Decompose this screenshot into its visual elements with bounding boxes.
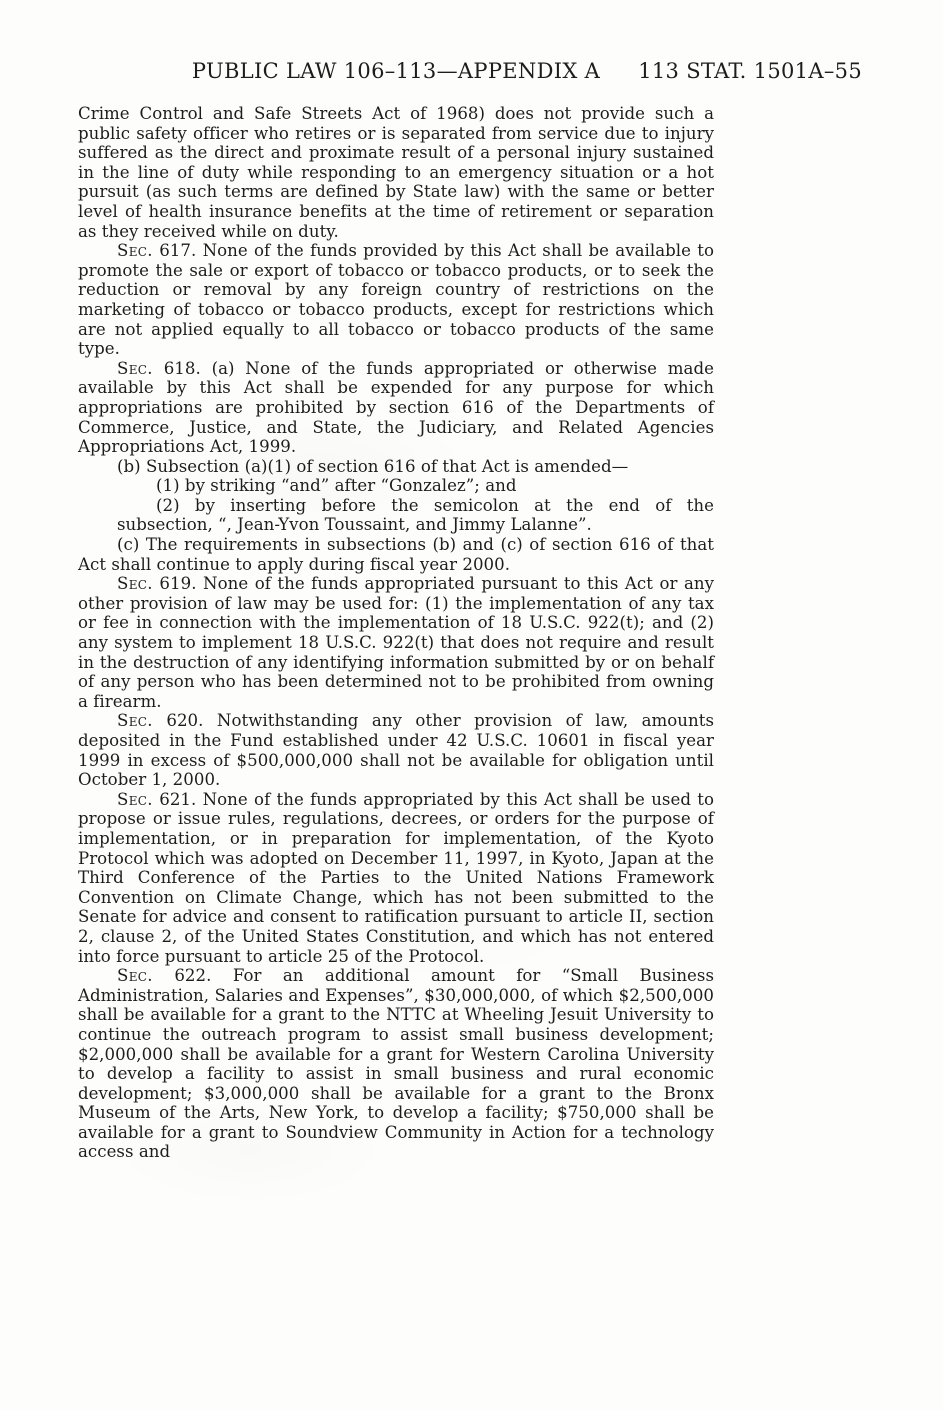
section-label: Sec. [117,789,153,809]
paragraph-text: 621. None of the funds appropriated by this Act shall be used to propose or issue rules, regulations, decrees, or orders for the purpose of implementation, or in preparation for implementation, of the Kyoto Protocol which was adopted on December 11, 1997, in Kyoto, Japan at the Third Conference of the Parties to the United Nations Framework Convention on Climate Change, which has not been submitted to the Senate for advice and consent to ratification pursuant to article II, section 2, clause 2, of the United States Constitution, and which has not entered into force pursuant to article 25 of the Protocol. [78,789,714,966]
stat-citation: 113 STAT. 1501A–55 [638,59,862,83]
paragraph-text: (c) The requirements in subsections (b) and (c) of section 616 of that Act shall continue to apply during fiscal year 2000. [78,535,714,574]
section-617 [78,241,714,359]
paragraph-text: (1) by striking “and” after “Gonzalez”; and [156,476,517,496]
clause-618b-2 [78,496,714,535]
section-label: Sec. [117,711,153,731]
section-618b [78,457,714,477]
paragraph-text: 622. For an additional amount for “Small Business Administration, Salaries and Expenses”, $30,000,000, of which $2,500,000 shall be available for a grant to the NTTC at Wheeling Jesuit University to continue the outreach program to assist small business development; $2,000,000 shall be available for a grant for Western Carolina University to develop a facility to assist in small business and rural economic development; $3,000,000 shall be available for a grant to the Bronx Museum of the Arts, New York, to develop a facility; $750,000 shall be available for a grant to Soundview Community in Action for a technology access and [78,966,714,1162]
paragraph-text: Crime Control and Safe Streets Act of 1968) does not provide such a public safety officer who retires or is separated from service due to injury suffered as the direct and proximate result of a personal injury sustained in the line of duty while responding to an emergency situation or a hot pursuit (as such terms are defined by State law) with the same or better level of health insurance benefits at the time of retirement or separation as they received while on duty. [78,104,714,241]
paragraph-text: 619. None of the funds appropriated pursuant to this Act or any other provision of law may be used for: (1) the implementation of any tax or fee in connection with the implementation of 18 U.S.C. 922(t); and (2) any system to implement 18 U.S.C. 922(t) that does not require and result in the destruction of any identifying information submitted by or on behalf of any person who has been determined not to be prohibited from owning a firearm. [78,574,714,711]
law-title: PUBLIC LAW 106–113—APPENDIX A [191,59,601,83]
section-label: Sec. [117,574,153,594]
paragraph-text: (2) by inserting before the semicolon at the end of the subsection, “, Jean-Yvon Toussaint, and Jimmy Lalanne”. [117,495,714,535]
section-label: Sec. [117,358,153,378]
clause-618b-1 [78,476,714,496]
section-621 [78,790,714,966]
section-620 [78,711,714,789]
section-622 [78,966,714,1162]
statute-text-column [78,104,714,1162]
section-619 [78,574,714,711]
section-label: Sec. [117,966,153,986]
paragraph-text: 617. None of the funds provided by this Act shall be available to promote the sale or export of tobacco or tobacco products, or to seek the reduction or removal by any foreign country of restrictions on the marketing of tobacco or tobacco products, except for restrictions which are not applied equally to all tobacco or tobacco products of the same type. [78,241,714,359]
section-label: Sec. [117,241,153,261]
paragraph-text: (b) Subsection (a)(1) of section 616 of that Act is amended— [117,456,629,476]
section-618a [78,359,714,457]
paragraph-text: 618. (a) None of the funds appropriated or otherwise made available by this Act shall be expended for any purpose for which appropriations are prohibited by section 616 of the Departments of Commerce, Justice, and State, the Judiciary, and Related Agencies Appropriations Act, 1999. [78,358,714,457]
paragraph-text: 620. Notwithstanding any other provision of law, amounts deposited in the Fund established under 42 U.S.C. 10601 in fiscal year 1999 in excess of $500,000,000 shall not be available for obligation until October 1, 2000. [78,711,714,790]
paragraph-crime-control-continuation [78,104,714,241]
section-618c [78,535,714,574]
